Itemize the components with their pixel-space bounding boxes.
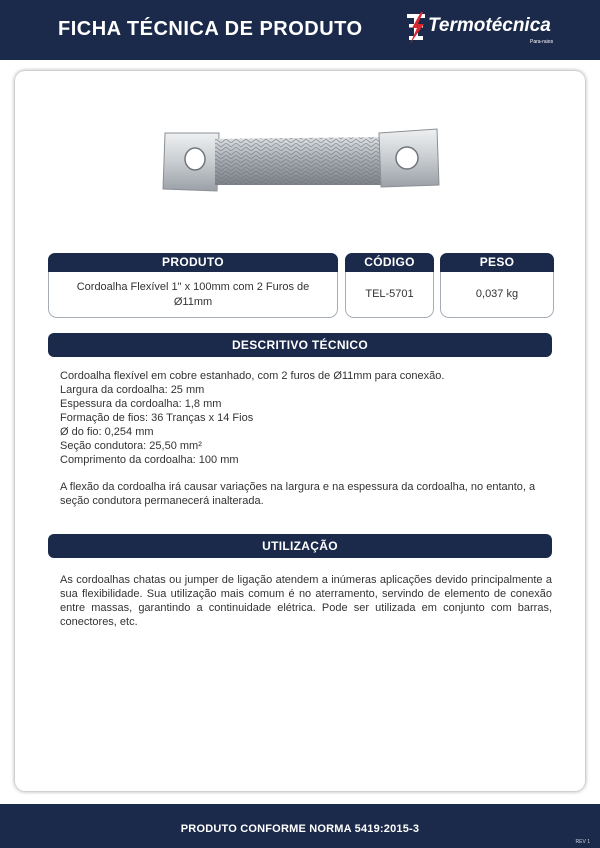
spec-line: Seção condutora: 25,50 mm² bbox=[60, 440, 202, 452]
spec-line: Comprimento da cordoalha: 100 mm bbox=[60, 454, 239, 466]
code-value-cell bbox=[345, 272, 434, 318]
page-title: FICHA TÉCNICA DE PRODUTO bbox=[58, 18, 363, 40]
technical-note bbox=[60, 480, 550, 508]
technical-description-heading: DESCRITIVO TÉCNICO bbox=[48, 333, 552, 357]
product-image bbox=[161, 127, 441, 202]
product-weight: 0,037 kg bbox=[475, 288, 519, 301]
page-footer bbox=[0, 804, 600, 848]
termotecnica-logo-icon bbox=[405, 11, 427, 45]
usage-heading: UTILIZAÇÃO bbox=[48, 534, 552, 558]
brand-name: Termotécnica bbox=[428, 15, 551, 36]
technical-specs bbox=[60, 369, 550, 467]
spec-line: Largura da cordoalha: 25 mm bbox=[60, 384, 205, 396]
brand-subtitle: Para-raios bbox=[530, 39, 554, 45]
spec-line: Cordoalha flexível em cobre estanhado, com 2 furos de Ø11mm para conexão. bbox=[60, 370, 445, 382]
weight-column-header: PESO bbox=[440, 253, 554, 272]
spec-line: Ø do fio: 0,254 mm bbox=[60, 426, 154, 438]
weight-value-cell bbox=[440, 272, 554, 318]
spec-line: Espessura da cordoalha: 1,8 mm bbox=[60, 398, 222, 410]
norm-compliance-text: PRODUTO CONFORME NORMA 5419:2015-3 bbox=[180, 823, 420, 835]
page-header bbox=[0, 0, 600, 60]
product-value-cell bbox=[48, 272, 338, 318]
usage-paragraph: As cordoalhas chatas ou jumper de ligação atendem a inúmeras aplicações devido principalmente a sua flexibilidade. Sua utilização mais comum é no aterramento, servindo de elemento de conexão entre massas, garantindo a continuidade elétrica. Pode ser utilizada em conjunto com barras, conectores, etc. bbox=[60, 574, 552, 628]
usage-text bbox=[60, 573, 552, 629]
revision-label: REV 1 bbox=[575, 839, 590, 845]
product-code: TEL-5701 bbox=[365, 288, 414, 301]
product-column-header: PRODUTO bbox=[48, 253, 338, 272]
product-sheet-card bbox=[15, 71, 585, 791]
code-column-header: CÓDIGO bbox=[345, 253, 434, 272]
technical-note-text: A flexão da cordoalha irá causar variações na largura e na espessura da cordoalha, no entanto, a seção condutora permanecerá inalterada. bbox=[60, 481, 536, 507]
spec-line: Formação de fios: 36 Tranças x 14 Fios bbox=[60, 412, 254, 424]
product-description: Cordoalha Flexível 1" x 100mm com 2 Furos de Ø11mm bbox=[76, 280, 310, 308]
